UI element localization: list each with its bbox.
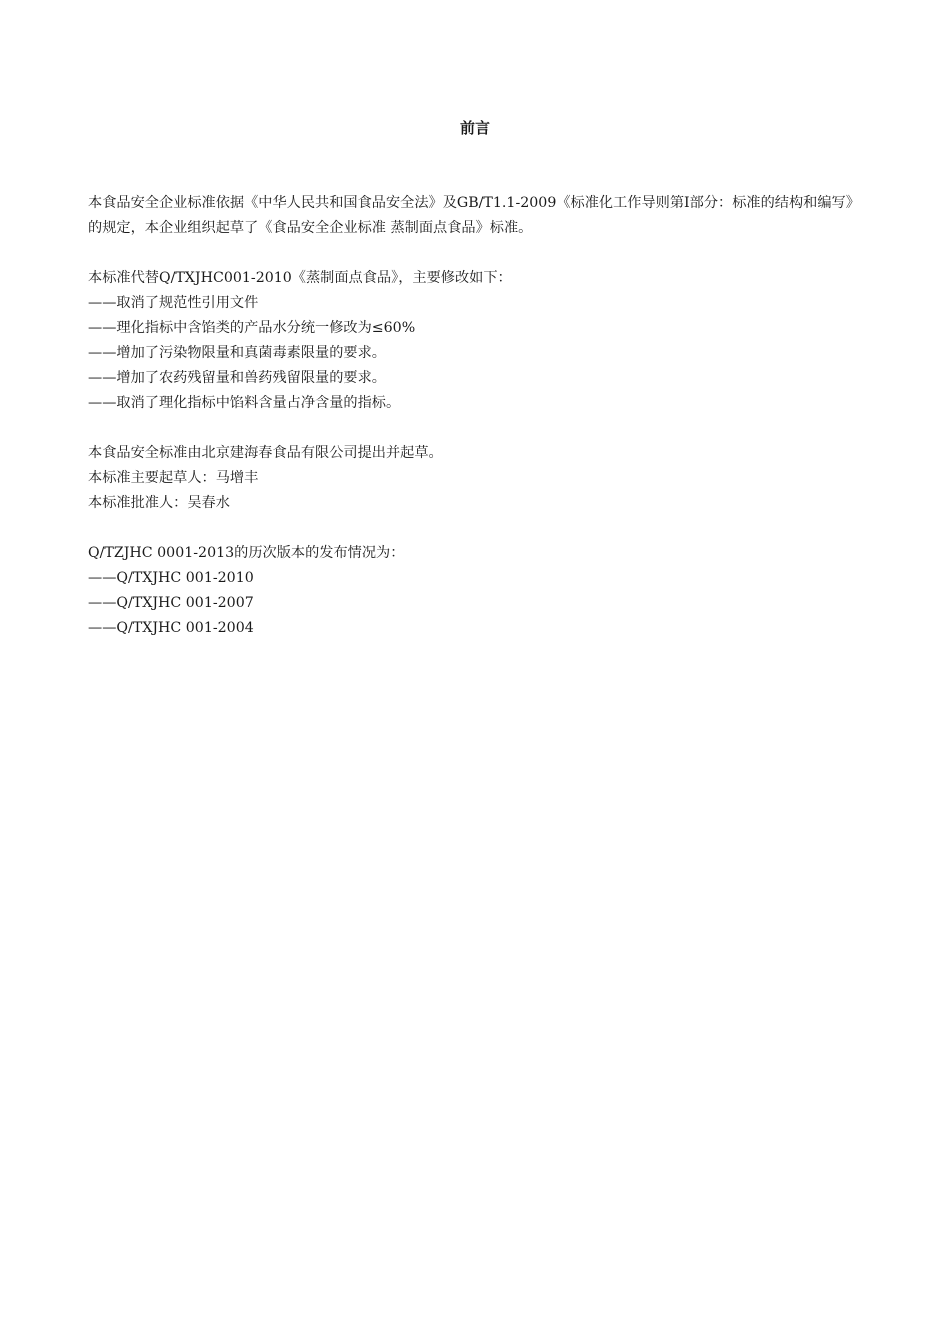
list-item: ——取消了规范性引用文件: [88, 295, 259, 311]
spacer: [88, 516, 864, 541]
spacer: [88, 416, 864, 441]
list-item: ——Q/TXJHC 001-2010: [88, 570, 254, 586]
replacement-heading: 本标准代替Q/TXJHC001-2010《蒸制面点食品》，主要修改如下：: [88, 270, 512, 286]
list-item: ——Q/TXJHC 001-2007: [88, 595, 254, 611]
history-heading: Q/TZJHC 0001-2013的历次版本的发布情况为：: [88, 545, 405, 561]
intro-paragraph: 本食品安全企业标准依据《中华人民共和国食品安全法》及GB/T1.1-2009《标准化工作导则第Ⅰ部分：标准的结构和编写》的规定，本企业组织起草了《食品安全企业标准 蒸制面点食品》标准。: [88, 195, 860, 236]
credits-section: [88, 441, 864, 516]
list-item: ——取消了理化指标中馅料含量占净含量的指标。: [88, 395, 401, 411]
document-body: [88, 191, 864, 641]
list-item: ——增加了农药残留量和兽药残留限量的要求。: [88, 370, 386, 386]
list-item: ——理化指标中含馅类的产品水分统一修改为≤60%: [88, 320, 416, 336]
drafter-line: 本标准主要起草人：马增丰: [88, 470, 259, 486]
proposer-line: 本食品安全标准由北京建海春食品有限公司提出并起草。: [88, 445, 443, 461]
spacer: [88, 241, 864, 266]
replacement-section: [88, 266, 864, 416]
history-section: [88, 541, 864, 641]
list-item: ——Q/TXJHC 001-2004: [88, 620, 254, 636]
approver-line: 本标准批准人：吴春水: [88, 495, 230, 511]
list-item: ——增加了污染物限量和真菌毒素限量的要求。: [88, 345, 386, 361]
page-title: 前言: [459, 119, 490, 137]
